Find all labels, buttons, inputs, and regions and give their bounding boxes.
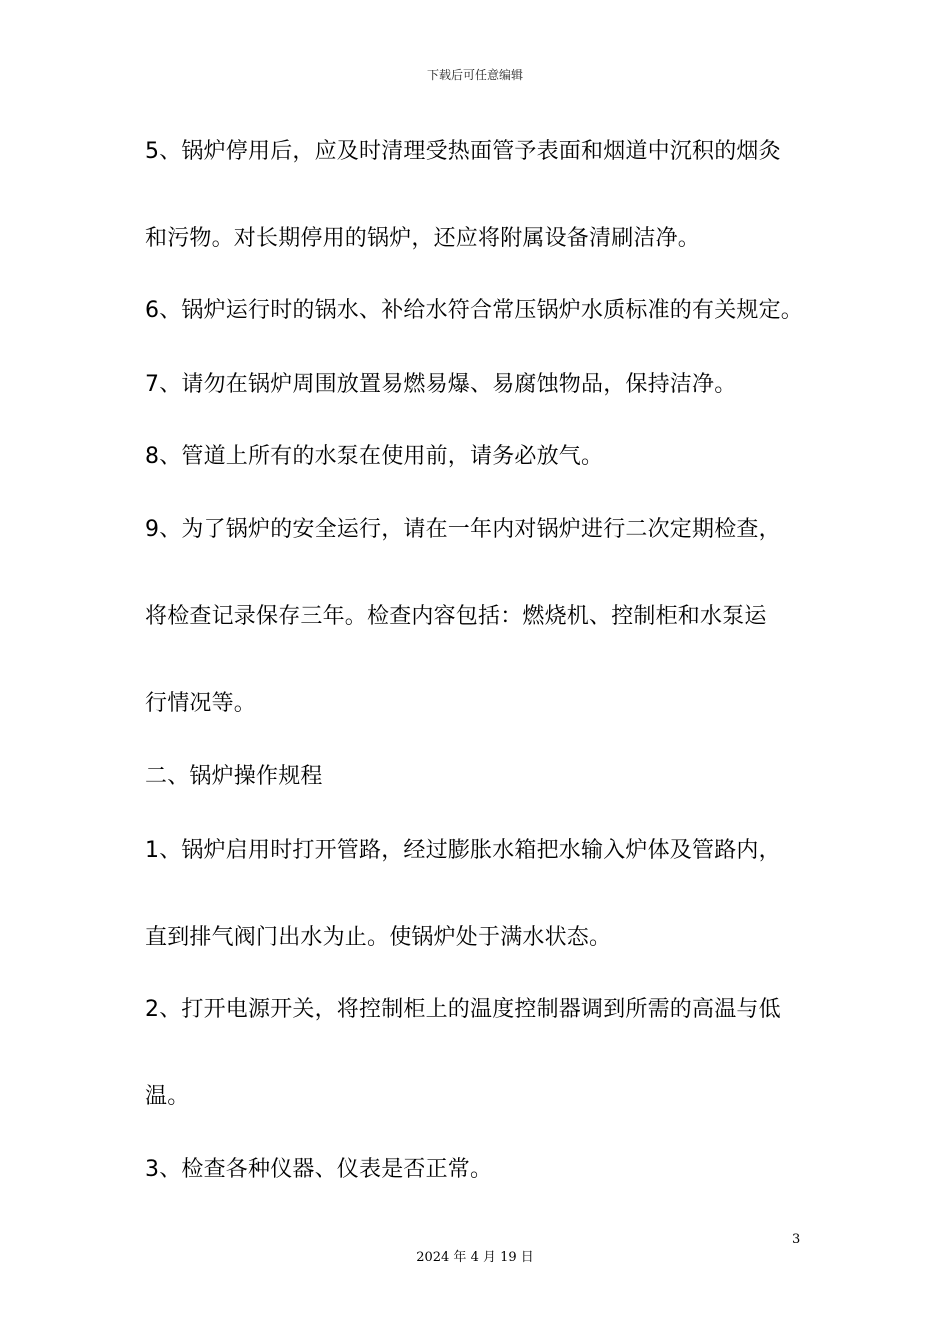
section-heading: 二、锅炉操作规程 <box>145 764 323 789</box>
body-line: 将检查记录保存三年。检查内容包括：燃烧机、控制柜和水泵运 <box>145 604 767 629</box>
body-line: 8、管道上所有的水泵在使用前，请务必放气。 <box>145 444 604 469</box>
body-line: 5、锅炉停用后，应及时清理受热面管予表面和烟道中沉积的烟灸 <box>145 139 781 164</box>
body-line: 直到排气阀门出水为止。使锅炉处于满水状态。 <box>145 925 612 950</box>
body-line: 9、为了锅炉的安全运行，请在一年内对锅炉进行二次定期检查， <box>145 517 781 542</box>
body-line: 行情况等。 <box>145 691 257 716</box>
body-line: 温。 <box>145 1084 190 1109</box>
body-line: 6、锅炉运行时的锅水、补给水符合常压锅炉水质标准的有关规定。 <box>145 298 803 323</box>
body-line: 7、请勿在锅炉周围放置易燃易爆、易腐蚀物品，保持洁净。 <box>145 372 737 397</box>
body-line: 2、打开电源开关，将控制柜上的温度控制器调到所需的高温与低 <box>145 997 781 1022</box>
body-line: 3、检查各种仪器、仪表是否正常。 <box>145 1157 493 1182</box>
page-number: 3 <box>792 1232 801 1247</box>
footer-date: 2024 年 4 月 19 日 <box>416 1250 534 1265</box>
header-note: 下载后可任意编辑 <box>426 68 523 82</box>
body-line: 1、锅炉启用时打开管路，经过膨胀水箱把水输入炉体及管路内， <box>145 838 781 863</box>
body-line: 和污物。对长期停用的锅炉，还应将附属设备清刷洁净。 <box>145 226 701 251</box>
